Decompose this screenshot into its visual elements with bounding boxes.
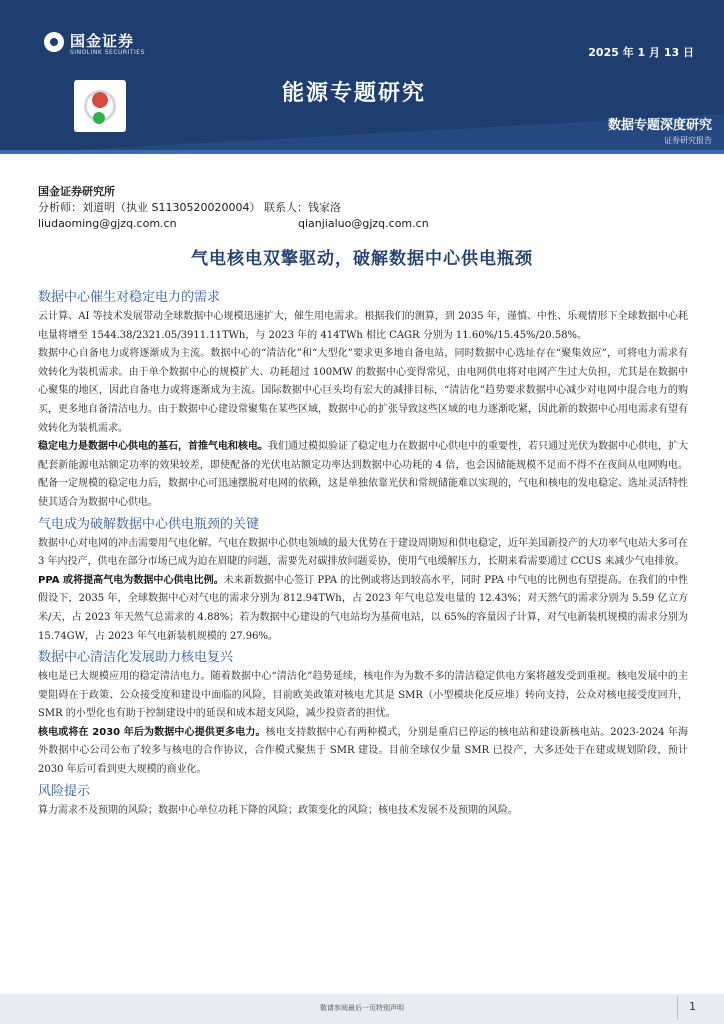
banner-stripe	[0, 150, 724, 154]
report-date: 2025 年 1 月 13 日	[588, 46, 694, 59]
wechat-icon	[93, 112, 105, 124]
contact-email[interactable]: qianjialuo@gjzq.com.cn	[298, 217, 429, 230]
section-title: 数据中心催生对稳定电力的需求	[38, 290, 221, 305]
document-title: 气电核电双擎驱动，破解数据中心供电瓶颈	[191, 249, 533, 269]
disclaimer-note: 敬请参阅最后一页特别声明	[320, 1004, 404, 1012]
page-number: 1	[689, 1000, 696, 1013]
paragraph: PPA 或将提高气电为数据中心供电比例。未来新数据中心签订 PPA 的比例或将达到较高水平，同时 PPA 中气电的比例也有望提高。在我们的中性假设下，2035 年，全球数据中心对气电的需求分别为 812.94TWh，占 2023 年气电总发电量的 12.43%；对天然气的需求分别为 5.59 亿立方米/天，占 2023 年天然气总需求的 4.88%；若为数据中心建设的气电站均为基荷电站，以 65%的容量因子计算，对气电新装机规模的需求分别为 15.74GW，占 2023 年气电新装机规模的 27.96%。	[38, 574, 688, 642]
email-line	[38, 216, 429, 232]
avatar	[92, 92, 108, 108]
report-body	[38, 286, 688, 820]
company-logo	[44, 30, 154, 60]
paragraph: 核电或将在 2030 年后为数据中心提供更多电力。核电支持数据中心有两种模式，分别是重启已停运的核电站和建设新核电站。2023-2024 年海外数据中心公司公布了较多与核电的合作协议，合作模式聚焦于 SMR 建设。目前全球仅少量 SMR 已投产，大多还处于在建或规划阶段，预计 2030 年后可看到更大规模的商业化。	[38, 726, 688, 776]
section-title: 气电成为破解数据中心供电瓶颈的关键	[38, 516, 260, 532]
paragraph: 核电是已大规模应用的稳定清洁电力。随着数据中心“清洁化”趋势延续，核电作为为数不多的清洁稳定供电方案将越发受到重视。核电发展中的主要阻碍在于政策、公众接受度和建设中面临的风险，目前欧美政策对核电尤其是 SMR（小型模块化反应堆）转向支持，公众对核电接受度回升，SMR 的小型化也有助于控制建设中的延误和成本超支风险，减少投资者的担忧。	[38, 671, 688, 720]
report-subtitle: 数据专题深度研究	[607, 118, 712, 133]
section-title: 风险提示	[38, 783, 91, 799]
paragraph: 稳定电力是数据中心供电的基石，首推气电和核电。我们通过模拟验证了稳定电力在数据中心供电中的重要性，若只通过光伏为数据中心供电，扩大配套新能源电站额定功率的效果较差，即使配备的光伏电站额定功率达到数据中心功耗的 4 倍，也会因储能规模不足而不得不在夜间从电网购电。配备一定规模的稳定电力后，数据中心可迅速摆脱对电网的依赖，这是单独依靠光伏和常规储能难以实现的，气电和核电的发电稳定、选址灵活特性使其适合为数据中心供电。	[38, 441, 688, 508]
logo-icon	[44, 32, 64, 52]
paragraph: 云计算、AI 等技术发展带动全球数据中心规模迅速扩大，催生用电需求。根据我们的测算，到 2035 年，谨慎、中性、乐观情形下全球数据中心耗电量将增至 1544.38/2321.05/3911.11TWh，与 2023 年的 414TWh 相比 CAGR 分别为 11.60%/15.45%/20.58%。	[38, 311, 688, 341]
logo-name: 国金证券	[70, 32, 135, 50]
research-institute: 国金证券研究所	[38, 185, 115, 198]
paragraph: 数据中心对电网的冲击需要用气电化解。气电在数据中心供电领域的最大优势在于建设周期短和供电稳定，近年美国新投产的大功率气电站大多可在 3 年内投产，供电在部分市场已成为迫在眉睫的问题，需要先对碳排放问题妥协，使用气电缓解压力，长期来看需要通过 CCUS 来减少气电排放。	[38, 537, 688, 568]
paragraph: 算力需求不及预期的风险；数据中心单位功耗下降的风险；政策变化的风险；核电技术发展不及预期的风险。	[38, 804, 518, 816]
divider	[677, 996, 678, 1020]
qr-code-icon	[74, 80, 126, 132]
author-info	[38, 184, 429, 232]
page-title: 能源专题研究	[282, 81, 427, 106]
paragraph: 数据中心自备电力或将逐渐成为主流。数据中心的“清洁化”和“大型化”要求更多地自备电站，同时数据中心选址存在“聚集效应”，可将电力需求有效转化为装机需求。由于单个数据中心的规模扩大、功耗超过 100MW 的数据中心变得常见，由电网供电将对电网产生过大负担，尤其是在数据中心聚集的地区，因此自备电力或将逐渐成为主流。国际数据中心巨头均有宏大的减排目标，“清洁化”趋势要求数据中心减少对电网中混合电力的购买，更多地自备清洁电力。由于数据中心建设常聚集在某些区域，数据中心的扩张导致这些区域的电力逐渐吃紧，因此新的数据中心用电需求有望有效转化为装机需求。	[38, 348, 688, 434]
analyst-line: 分析师：刘道明（执业 S1130520020004） 联系人：钱家洛	[38, 201, 341, 214]
report-type: 证券研究报告	[664, 136, 712, 145]
analyst-email[interactable]: liudaoming@gjzq.com.cn	[38, 217, 177, 230]
section-title: 数据中心清洁化发展助力核电复兴	[38, 650, 234, 666]
logo-english-name: SINOLINK SECURITIES	[70, 49, 145, 56]
header-banner	[0, 0, 724, 154]
